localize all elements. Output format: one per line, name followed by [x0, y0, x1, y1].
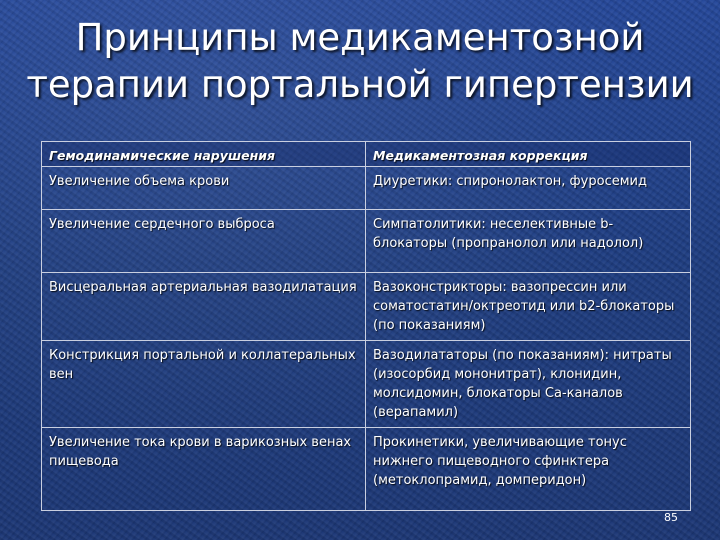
- table-row: [42, 341, 691, 428]
- table-row: [42, 210, 691, 273]
- correction-cell: Прокинетики, увеличивающие тонус нижнего пищеводного сфинктера (метоклопрамид, домперидон): [366, 428, 691, 511]
- disorder-cell: Висцеральная артериальная вазодилатация: [42, 273, 366, 341]
- therapy-table: [41, 141, 691, 511]
- therapy-table-container: [41, 141, 690, 511]
- disorder-cell: Увеличение тока крови в варикозных венах пищевода: [42, 428, 366, 511]
- header-drug-correction: Медикаментозная коррекция: [366, 142, 691, 167]
- table-row: [42, 273, 691, 341]
- table-header-row: [42, 142, 691, 167]
- disorder-cell: Констрикция портальной и коллатеральных вен: [42, 341, 366, 428]
- slide-title: Принципы медикаментозной терапии портальной гипертензии: [26, 16, 694, 106]
- correction-cell: Вазодилататоры (по показаниям): нитраты (изосорбид мононитрат), клонидин, молсидомин, блокаторы Са-каналов (верапамил): [366, 341, 691, 428]
- table-row: [42, 428, 691, 511]
- correction-cell: Симпатолитики: неселективные b-блокаторы (пропранолол или надолол): [366, 210, 691, 273]
- table-row: [42, 167, 691, 210]
- disorder-cell: Увеличение сердечного выброса: [42, 210, 366, 273]
- disorder-cell: Увеличение объема крови: [42, 167, 366, 210]
- page-number: 85: [664, 511, 678, 524]
- correction-cell: Диуретики: спиронолактон, фуросемид: [366, 167, 691, 210]
- header-hemodynamic-disorders: Гемодинамические нарушения: [42, 142, 366, 167]
- correction-cell: Вазоконстрикторы: вазопрессин или соматостатин/октреотид или b2-блокаторы (по показаниям): [366, 273, 691, 341]
